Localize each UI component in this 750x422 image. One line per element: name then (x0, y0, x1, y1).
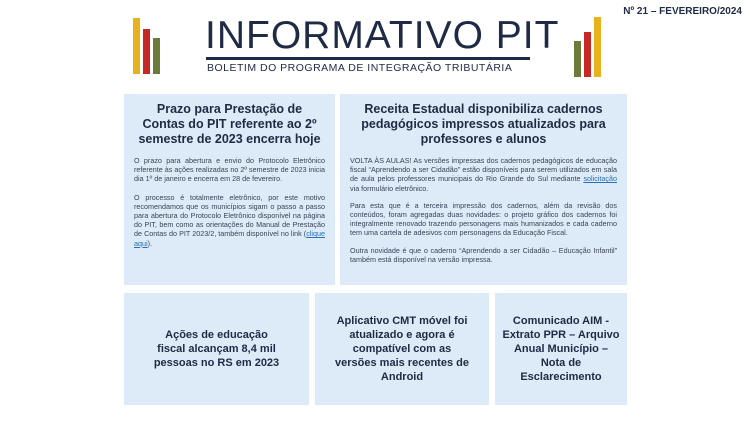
card-title: Prazo para Prestação de Contas do PIT referente ao 2º semestre de 2023 encerra hoje (138, 102, 321, 146)
card-paragraph: Para esta que é a terceira impressão dos cadernos, além da revisão dos conteúdos, foram agregadas duas novidades: o projeto gráfico dos cadernos foi integralmente renovado trazendo personagens mais humanizados e cada caderno tem uma cartela de adesivos com personagens da Educação Fiscal. (350, 200, 617, 238)
logo-bar-olive (153, 38, 160, 74)
logo-bar-red (143, 29, 150, 74)
clique-aqui-link[interactable]: clique aqui (134, 229, 325, 248)
logo-bar-olive (574, 41, 581, 77)
news-card-prazo[interactable] (124, 94, 335, 285)
card-title: Ações de educação fiscal alcançam 8,4 mil pessoas no RS em 2023 (153, 329, 280, 369)
logo-bars-right-icon (574, 17, 601, 77)
news-card-aim[interactable] (495, 293, 627, 405)
header-subtitle: BOLETIM DO PROGRAMA DE INTEGRAÇÃO TRIBUTÁRIA (207, 62, 513, 74)
news-card-acoes[interactable] (124, 293, 309, 405)
header-title: INFORMATIVO PIT (205, 14, 560, 57)
logo-bars-left-icon (133, 18, 160, 74)
card-title: Receita Estadual disponibiliza cadernos pedagógicos impressos atualizados para professores e alunos (361, 102, 606, 146)
card-paragraph: Outra novidade é que o caderno “Aprendendo a ser Cidadão – Educação Infantil” também está disponível na versão impressa. (350, 245, 617, 264)
card-paragraph: O prazo para abertura e envio do Protocolo Eletrônico referente às ações realizadas no 2º semestre de 2023 inicia dia 1º de janeiro e encerra em 28 de fevereiro. (134, 156, 325, 184)
card-paragraph: VOLTA ÀS AULAS! As versões impressas dos cadernos pedagógicos de educação fiscal “Aprendendo a ser Cidadão” estão disponíveis para serem utilizados em sala de aula pelos professores municipais do Rio Grande do Sul mediante solicitação via formulário eletrônico. (350, 156, 617, 193)
issue-number: Nº 21 – FEVEREIRO/2024 (623, 6, 742, 17)
card-paragraph: O processo é totalmente eletrônico, por este motivo recomendamos que os municípios sigam o passo a passo para abertura do Protocolo Eletrônico disponível na página do PIT, bem como as orientações do Manual de Prestação de Contas do PIT 2023/2, também disponível no link (clique aqui). (134, 192, 325, 248)
logo-bar-red (584, 32, 591, 77)
card-title: Comunicado AIM - Extrato PPR – Arquivo Anual Município – Nota de Esclarecimento (502, 315, 620, 383)
solicitacao-link[interactable]: solicitação (583, 174, 617, 184)
news-card-receita[interactable] (340, 94, 627, 285)
logo-bar-yellow (133, 18, 140, 74)
header-divider (206, 57, 530, 60)
logo-bar-yellow (594, 17, 601, 77)
news-card-cmt[interactable] (315, 293, 489, 405)
card-title: Aplicativo CMT móvel foi atualizado e agora é compatível com as versões mais recentes de Android (335, 315, 469, 383)
